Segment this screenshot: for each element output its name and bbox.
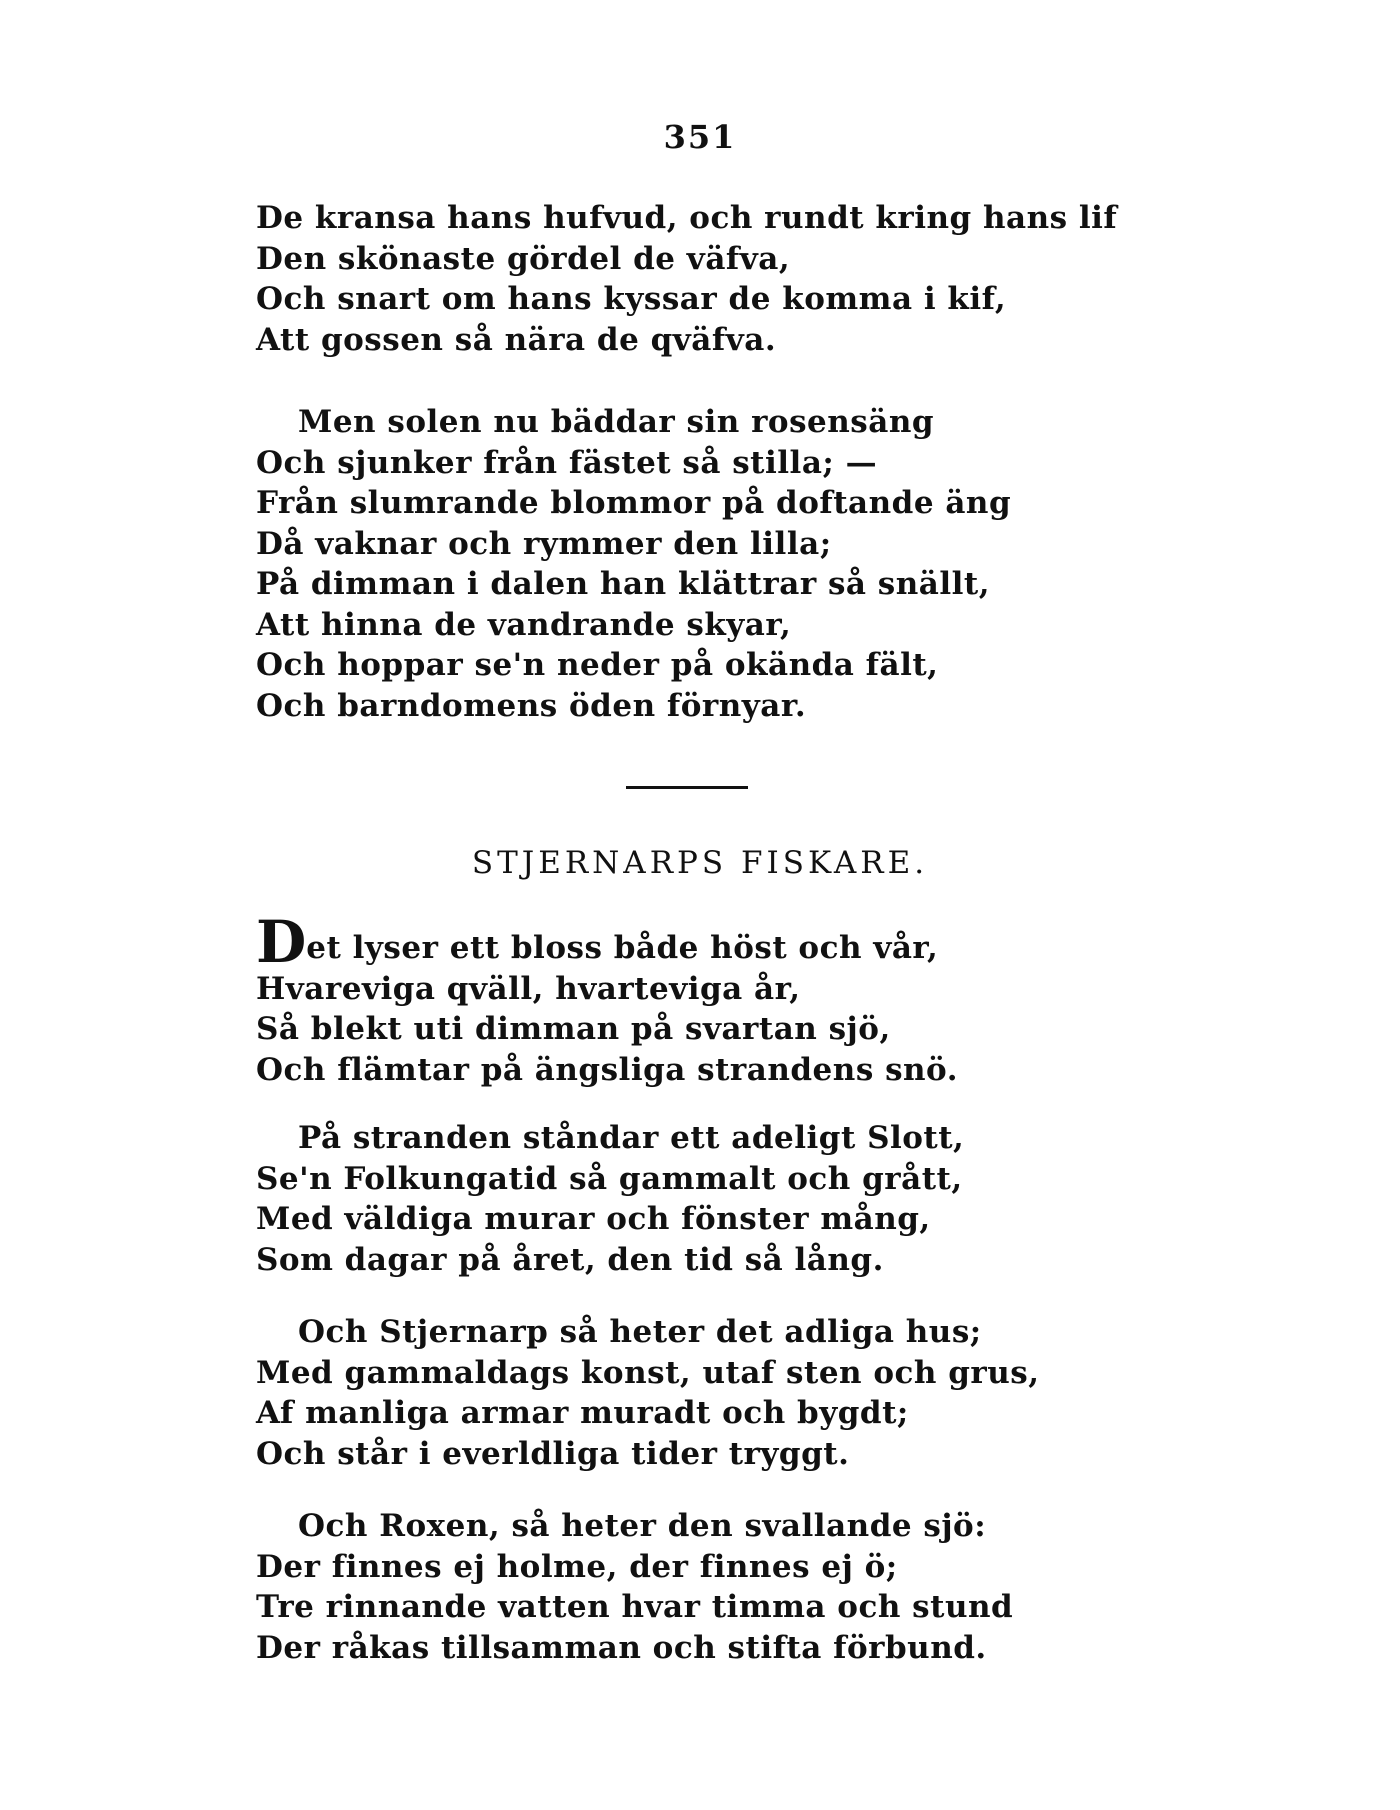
poem-line: Att gossen så nära de qväfva. [256, 321, 777, 358]
section-separator [626, 786, 748, 789]
poem-line: Hvareviga qväll, hvarteviga år, [256, 970, 801, 1007]
poem-stanza-1 [256, 908, 958, 1090]
poem-line: Och Stjernarp så heter det adliga hus; [298, 1314, 982, 1350]
poem-line: På stranden ståndar ett adeligt Slott, [298, 1120, 965, 1156]
stanza-prev-2 [256, 402, 1011, 726]
poem-stanza-3 [256, 1312, 1040, 1474]
poem-title: STJERNARPS FISKARE. [471, 845, 929, 881]
poem-line: Från slumrande blommor på doftande äng [256, 485, 1012, 521]
poem-line: Men solen nu bäddar sin rosensäng [298, 404, 935, 440]
poem-stanza-4 [256, 1506, 1013, 1668]
stanza-prev-1 [256, 198, 1117, 360]
poem-line: De kransa hans hufvud, och rundt kring hans lif [256, 200, 1118, 236]
poem-first-line-text: et lyser ett bloss både höst och vår, [306, 930, 939, 966]
poem-first-line [256, 908, 958, 976]
poem-line: Med väldiga murar och fönster mång, [256, 1201, 931, 1237]
poem-line: Då vaknar och rymmer den lilla; [256, 525, 832, 562]
poem-line: Och står i everldliga tider tryggt. [256, 1435, 850, 1472]
page-number: 351 [663, 118, 737, 156]
poem-line: Och snart om hans kyssar de komma i kif, [256, 281, 1007, 317]
poem-line: Så blekt uti dimman på svartan sjö, [256, 1011, 891, 1047]
poem-line: Som dagar på året, den tid så lång. [256, 1241, 884, 1278]
poem-line: Och sjunker från fästet så stilla; — [256, 444, 878, 481]
poem-line: Tre rinnande vatten hvar timma och stund [256, 1589, 1014, 1625]
poem-stanza-2 [256, 1118, 964, 1280]
poem-line: Och Roxen, så heter den svallande sjö: [298, 1508, 987, 1544]
poem-line: Med gammaldags konst, utaf sten och grus, [256, 1354, 1040, 1391]
poem-line: Och hoppar se'n neder på okända fält, [256, 647, 939, 683]
poem-line: Och flämtar på ängsliga strandens snö. [256, 1051, 958, 1088]
poem-line: Der finnes ej holme, der finnes ej ö; [256, 1548, 898, 1585]
poem-line: Den skönaste gördel de väfva, [256, 240, 791, 277]
poem-line: Se'n Folkungatid så gammalt och grått, [256, 1160, 963, 1197]
poem-line: Och barndomens öden förnyar. [256, 687, 807, 724]
poem-line: Att hinna de vandrande skyar, [256, 606, 792, 643]
poem-line: Der råkas tillsamman och stifta förbund. [256, 1629, 987, 1666]
drop-cap: D [256, 908, 307, 976]
poem-line: På dimman i dalen han klättrar så snällt, [256, 566, 991, 602]
poem-line: Af manliga armar muradt och bygdt; [256, 1395, 909, 1431]
